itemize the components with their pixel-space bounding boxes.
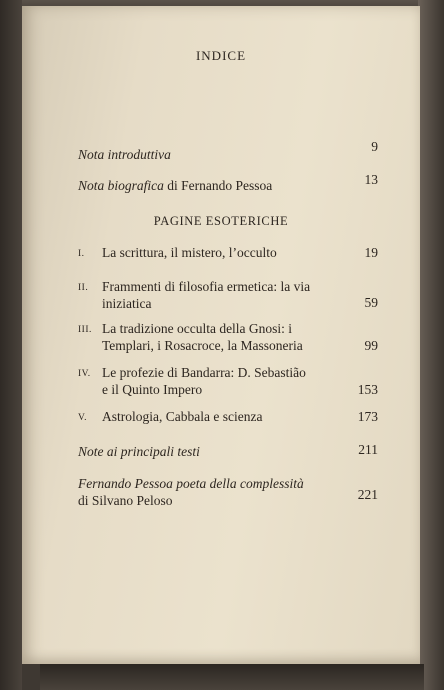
toc-entry-title (102, 408, 352, 425)
toc-entry (78, 408, 378, 427)
toc-entry-title-part: La tradizione occulta della Gnosi: i (102, 321, 293, 336)
toc-entry-title-part: di Fernando Pessoa (163, 178, 273, 193)
toc-entry-page: 173 (357, 409, 378, 424)
toc-entry-title (78, 475, 348, 509)
toc-entry-title-part: Fernando Pessoa poeta della complessità (78, 476, 304, 491)
toc-entry-number: I. (78, 249, 85, 259)
toc-entry (78, 244, 378, 263)
toc-entry-title (78, 177, 348, 194)
toc-entry-title-part: La scrittura, il mistero, l’occulto (102, 245, 277, 260)
toc-entry (78, 364, 378, 398)
toc-entry-page: 9 (371, 139, 378, 154)
toc-entry-page: 13 (364, 172, 378, 187)
toc-entry (78, 139, 378, 163)
book-page (22, 6, 420, 664)
toc-entry-title-part: Le profezie di Bandarra: D. Sebastião (102, 365, 306, 380)
toc-entry-title (102, 278, 352, 312)
toc-entry-page: 19 (364, 245, 378, 260)
toc-entry-title-part: Nota biografica (78, 178, 164, 193)
toc-entry-number: V. (78, 413, 88, 423)
toc-entry (78, 278, 378, 312)
toc-entry-title (102, 244, 352, 261)
toc-entry (78, 172, 378, 194)
section-heading: PAGINE ESOTERICHE (153, 214, 289, 228)
toc-entry-number: III. (78, 325, 92, 335)
toc-entry (78, 320, 378, 354)
toc-entry-title (102, 364, 352, 398)
toc-entry-number: II. (78, 283, 89, 293)
toc-entry-page: 59 (364, 295, 378, 310)
backdrop-left (0, 0, 22, 690)
toc-entry-title-part: Note ai principali testi (78, 444, 200, 459)
toc-entry-page: 211 (358, 442, 378, 457)
toc-entry (78, 443, 378, 460)
toc-entry-page: 153 (357, 382, 378, 397)
toc-entry-title (78, 443, 348, 460)
toc-entry-title-part: Frammenti di filosofia ermetica: la via (102, 279, 311, 294)
toc-entry-title-part: e il Quinto Impero (102, 382, 203, 397)
toc-entry-page: 221 (357, 487, 378, 502)
backdrop-right (418, 0, 444, 690)
toc-entry-title-part: iniziatica (102, 296, 152, 311)
toc-entry-title (78, 146, 348, 163)
toc-entry-number: IV. (78, 369, 91, 379)
toc-entry-title-part: Nota introduttiva (78, 147, 171, 162)
toc-entry-page: 99 (364, 338, 378, 353)
toc-entry (78, 475, 378, 509)
index-heading: INDICE (195, 48, 247, 63)
toc-entry-title-part: Astrologia, Cabbala e scienza (102, 409, 263, 424)
toc-entry-title (102, 320, 352, 354)
backdrop-bottom (40, 664, 424, 690)
toc-entry-title-part: Templari, i Rosacroce, la Massoneria (102, 338, 303, 353)
toc-entry-title-part: di Silvano Peloso (78, 493, 173, 508)
